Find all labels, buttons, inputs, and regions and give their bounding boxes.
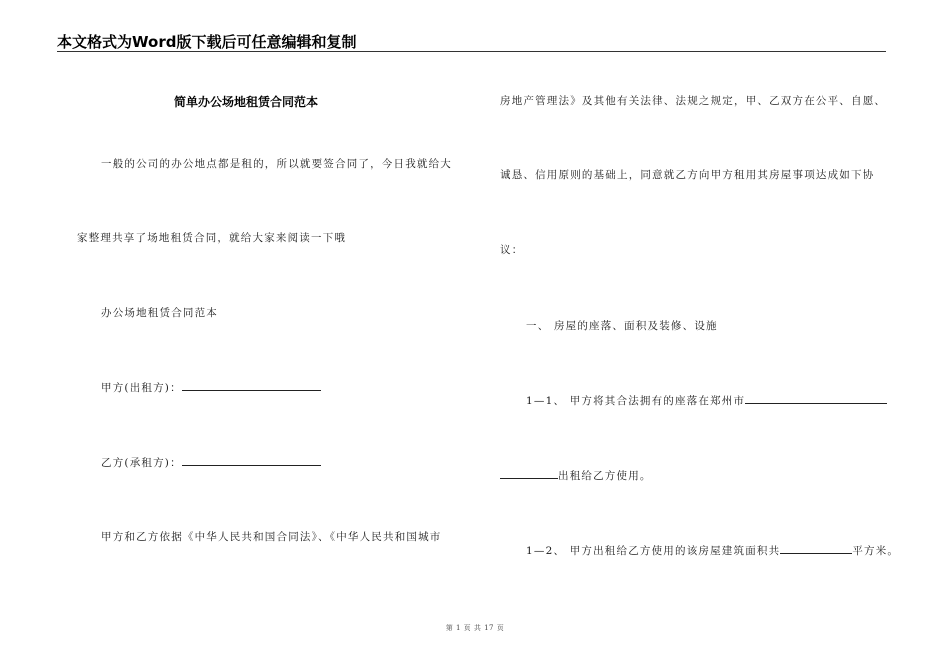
clause-1-1-line	[526, 392, 887, 408]
legal-basis-continued-3: 议：	[500, 244, 524, 256]
section-1-heading: 一、 房屋的座落、面积及装修、设施	[526, 320, 718, 332]
clause-1-2-text: 1—2、 甲方出租给乙方使用的该房屋建筑面积共	[526, 545, 781, 557]
document-banner: 本文格式为Word版下载后可任意编辑和复制	[57, 33, 357, 51]
clause-1-1-address-blank	[745, 392, 887, 404]
clause-1-2-line	[526, 542, 899, 558]
clause-1-1-end-text: 出租给乙方使用。	[558, 470, 652, 482]
party-a-blank	[182, 379, 321, 391]
party-a-line	[101, 379, 321, 395]
clause-1-1-continued	[500, 467, 652, 483]
clause-1-1-text: 1—1、 甲方将其合法拥有的座落在郑州市	[526, 395, 746, 407]
legal-basis-continued-1: 房地产管理法》及其他有关法律、法规之规定，甲、乙双方在公平、自愿、	[500, 95, 887, 107]
left-column	[57, 0, 467, 672]
contract-subtitle: 办公场地租赁合同范本	[101, 307, 218, 319]
intro-line-1: 一般的公司的办公地点都是租的，所以就要签合同了，今日我就给大	[101, 158, 452, 170]
legal-basis-line: 甲方和乙方依据《中华人民共和国合同法》、《中华人民共和国城市	[101, 531, 442, 543]
party-b-blank	[182, 454, 321, 466]
party-b-line	[101, 454, 321, 470]
party-a-label: 甲方(出租方)：	[101, 382, 182, 394]
legal-basis-continued-2: 诚恳、信用原则的基础上，同意就乙方向甲方租用其房屋事项达成如下协	[500, 169, 875, 181]
document-title: 简单办公场地租赁合同范本	[174, 95, 319, 109]
page-footer: 第 1 页 共 17 页	[445, 624, 505, 632]
party-b-label: 乙方(承租方)：	[101, 457, 182, 469]
clause-1-2-area-blank	[780, 542, 852, 554]
right-column	[500, 0, 900, 672]
clause-1-2-unit: 平方米。	[852, 545, 900, 557]
clause-1-1-address-blank-2	[500, 467, 558, 479]
intro-line-2: 家整理共享了场地租赁合同，就给大家来阅读一下哦	[77, 232, 347, 244]
